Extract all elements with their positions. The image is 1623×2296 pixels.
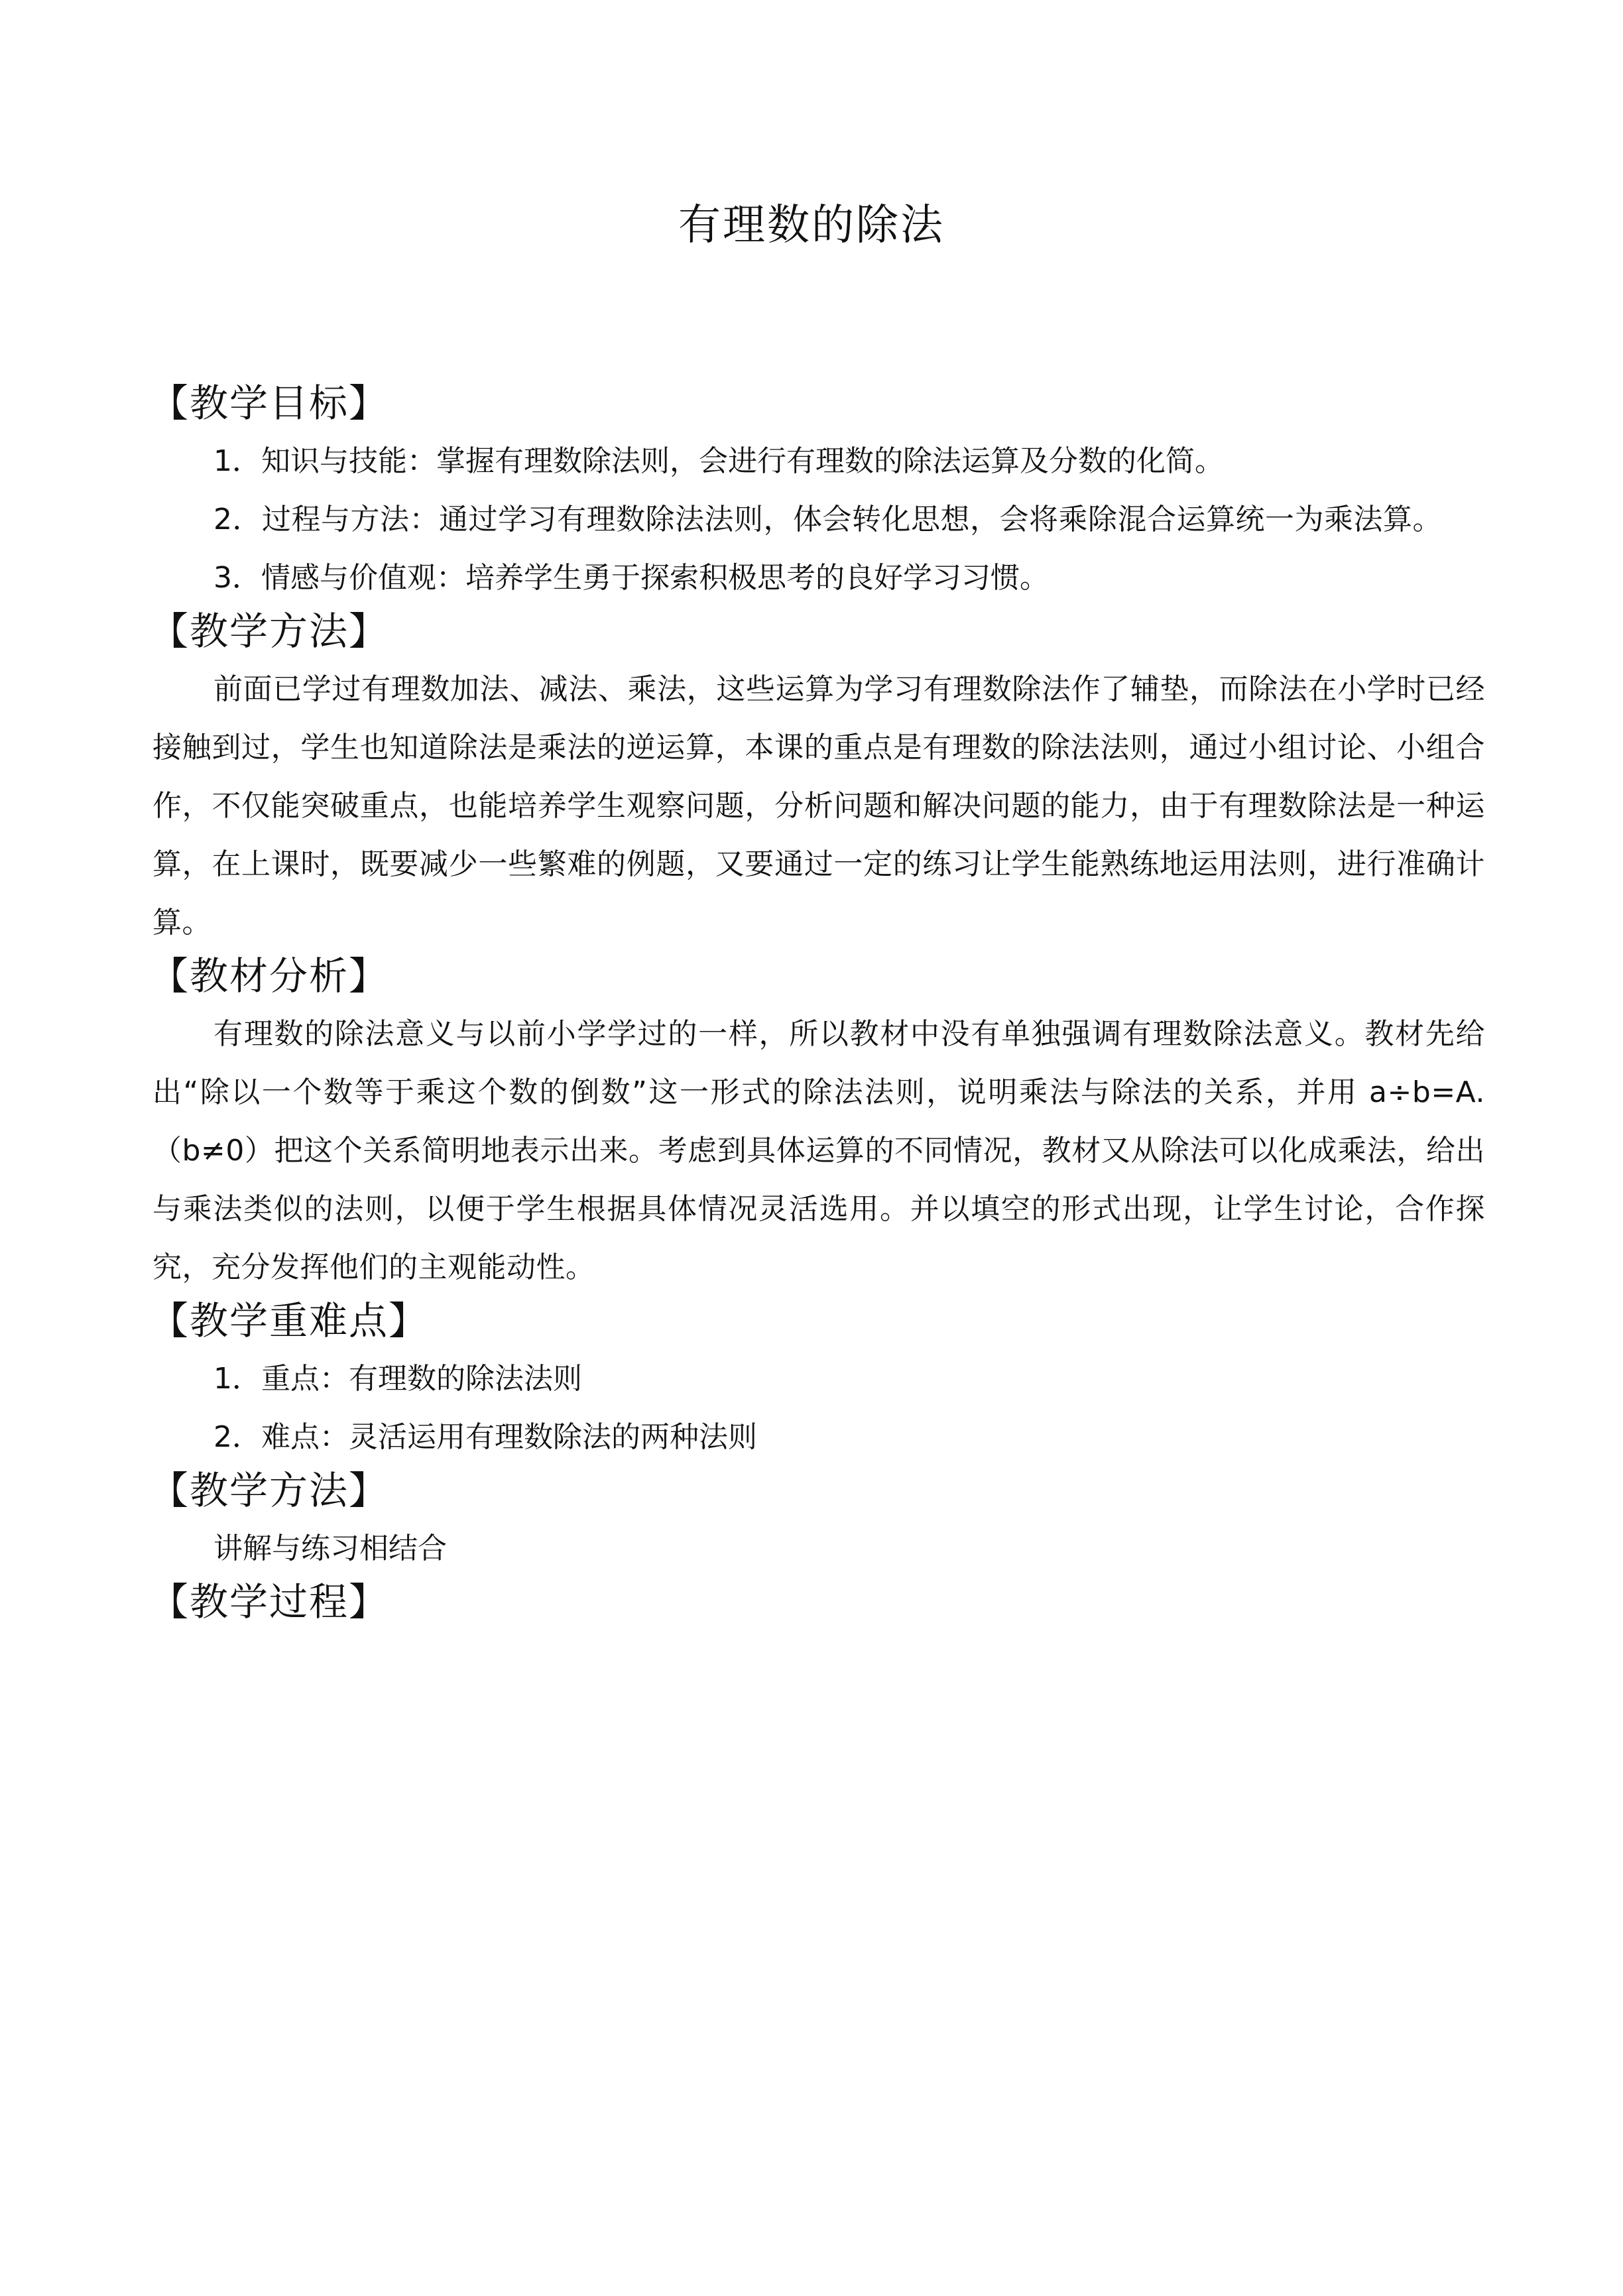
document-body [152,379,1485,1626]
methods-2-text: 讲解与练习相结合 [213,1532,447,1565]
objective-item: 3．情感与价值观：培养学生勇于探索积极思考的良好学习习惯。 [213,561,1049,595]
document-title: 有理数的除法 [678,201,945,250]
section-heading-key-points: 【教学重难点】 [150,1298,429,1343]
key-point-item: 1．重点：有理数的除法法则 [213,1362,582,1396]
section-heading-analysis: 【教材分析】 [150,953,389,998]
key-point-item: 2．难点：灵活运用有理数除法的两种法则 [213,1420,757,1454]
objective-item: 1．知识与技能：掌握有理数除法则，会进行有理数的除法运算及分数的化简。 [213,444,1224,478]
analysis-paragraph: 有理数的除法意义与以前小学学过的一样，所以教材中没有单独强调有理数除法意义。教材先给出“除以一个数等于乘这个数的倒数”这一形式的除法法则，说明乘法与除法的关系，并用 a÷b=A.（b≠0）把这个关系简明地表示出来。考虑到具体运算的不同情况，教材又从除法可以化成乘法，给出与乘法类似的法则，以便于学生根据具体情况灵活选用。并以填空的形式出现，让学生讨论，合作探究，充分发挥他们的主观能动性。 [152,1017,1485,1284]
section-heading-process: 【教学过程】 [150,1579,389,1624]
methods-paragraph: 前面已学过有理数加法、减法、乘法，这些运算为学习有理数除法作了辅垫，而除法在小学时已经接触到过，学生也知道除法是乘法的逆运算，本课的重点是有理数的除法法则，通过小组讨论、小组合作，不仅能突破重点，也能培养学生观察问题，分析问题和解决问题的能力，由于有理数除法是一种运算，在上课时，既要减少一些繁难的例题，又要通过一定的练习让学生能熟练地运用法则，进行准确计算。 [152,672,1485,939]
objective-item: 2．过程与方法：通过学习有理数除法法则，体会转化思想，会将乘除混合运算统一为乘法算。 [213,503,1442,536]
section-heading-methods: 【教学方法】 [150,609,389,654]
section-heading-objectives: 【教学目标】 [150,381,389,426]
section-heading-methods-2: 【教学方法】 [150,1468,389,1513]
